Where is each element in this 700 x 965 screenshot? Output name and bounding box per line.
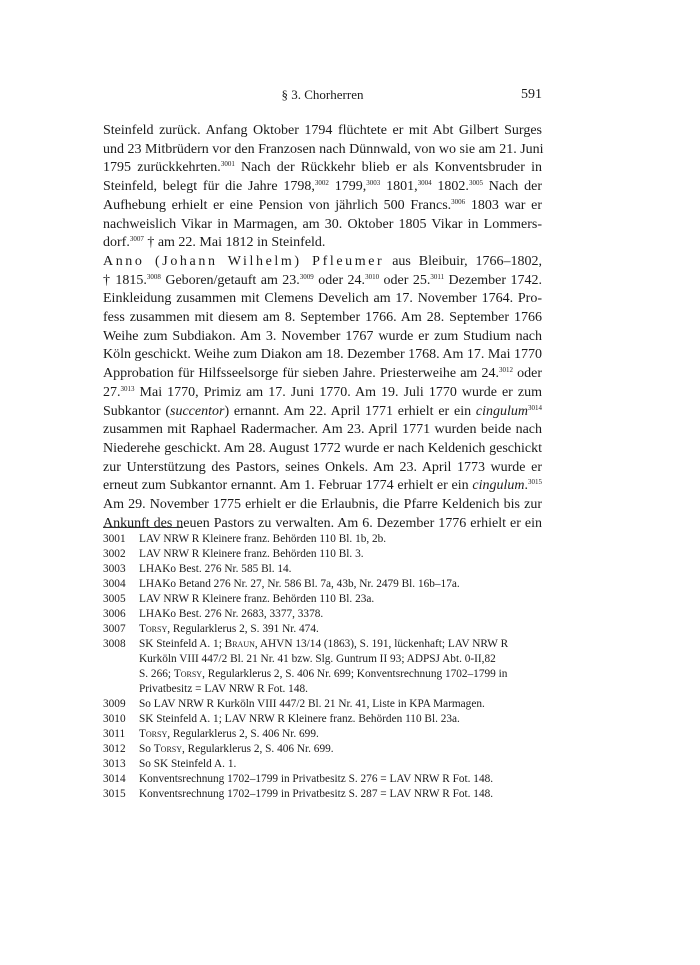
footnote-text: So Torsy, Regularklerus 2, S. 406 Nr. 699. <box>139 743 334 755</box>
footnote <box>103 757 542 772</box>
footnote-ref: 3013 <box>120 384 135 393</box>
footnote-ref: 3002 <box>314 179 329 188</box>
author-name: Torsy <box>153 743 183 755</box>
author-name: Torsy <box>173 668 203 680</box>
text-line: Köln geschickt. Weihe zum Diakon am 18. Dezember 1768. Am 17. Mai 1770 <box>103 347 542 363</box>
footnote <box>103 637 542 697</box>
footnote-text: LAV NRW R Kleinere franz. Behörden 110 Bl. 3. <box>139 548 364 560</box>
footnote-ref: 3014 <box>528 403 542 412</box>
text-line: Aufhebung erhielt er eine Pension von jährlich 500 Francs.$^{3006}$ 1803 war er <box>103 197 543 213</box>
text-line: Steinfeld, belegt für die Jahre 1798,$^{3002}$ 1799,$^{3003}$ 1801,$^{3004}$ 1802.$^{3005}$ Nach der <box>103 179 543 195</box>
text-line: zur Unterstützung des Pastors, seines Onkels. Am 23. April 1773 wurde er <box>103 459 542 475</box>
footnote <box>103 547 542 562</box>
text-line: fess zusammen mit diesem am 8. September 1766. Am 28. September 1766 <box>103 310 542 326</box>
author-name: Torsy <box>139 623 168 635</box>
footnote-ref: 3010 <box>365 272 380 281</box>
footnote <box>103 592 542 607</box>
text-line: 1795 zurückkehrten.$^{3001}$ Nach der Rückkehr blieb er als Konventsbruder in <box>103 160 542 176</box>
footnote-text: Konventsrechnung 1702–1799 in Privatbesitz S. 287 = LAV NRW R Fot. 148. <box>139 788 494 800</box>
footnote <box>103 697 542 712</box>
footnote-ref: 3015 <box>528 478 542 487</box>
footnote-number: 3015 <box>103 788 126 800</box>
footnote-text: Torsy, Regularklerus 2, S. 391 Nr. 474. <box>139 623 319 635</box>
footnote-number: 3004 <box>103 578 126 590</box>
footnote-ref: 3008 <box>146 272 161 281</box>
footnote-ref: 3012 <box>498 366 513 375</box>
footnote-number: 3002 <box>103 548 126 560</box>
footnote <box>103 712 542 727</box>
footnote <box>103 772 542 787</box>
footnote-number: 3014 <box>103 773 126 785</box>
section-title: § 3. Chorherren <box>281 87 364 102</box>
footnote <box>103 532 542 547</box>
text-line: dorf.$^{3007}$ † am 22. Mai 1812 in Steinfeld. <box>103 235 326 251</box>
footnote <box>103 787 542 802</box>
text-line: Approbation für Hilfsseelsorge für sieben Jahre. Priesterweihe am 24.$^{3012}$ oder <box>103 366 542 382</box>
footnote-text: Konventsrechnung 1702–1799 in Privatbesitz S. 276 = LAV NRW R Fot. 148. <box>139 773 494 785</box>
text-line: zusammen mit Raphael Radermacher. Am 23. April 1771 wurden beide nach <box>103 422 542 438</box>
text-line: Subkantor (succentor) ernannt. Am 22. April 1771 erhielt er ein cingulum$^{3014}$ <box>103 403 542 419</box>
footnote-number: 3006 <box>103 608 126 620</box>
text-line: Weihe zum Subdiakon. Am 3. November 1767 wurde er zum Studium nach <box>103 328 542 344</box>
footnote-ref: 3006 <box>451 197 466 206</box>
footnote <box>103 622 542 637</box>
footnote-text: So LAV NRW R Kurköln VIII 447/2 Bl. 21 Nr. 41, Liste in KPA Marmagen. <box>139 698 485 710</box>
footnote-ref: 3003 <box>366 179 381 188</box>
author-name: Braun <box>224 638 255 650</box>
footnote <box>103 562 542 577</box>
text-line: Am 29. November 1775 erhielt er die Erlaubnis, die Pfarre Keldenich bis zur <box>103 497 542 513</box>
text-line: erneut zum Subkantor ernannt. Am 1. Februar 1774 erhielt er ein cingulum.$^{3015}$ <box>103 478 542 494</box>
text-line: Niederehe geschickt. Am 28. August 1772 wurde er nach Keldenich geschickt <box>103 440 542 456</box>
text-line: Ankunft des neuen Pastors zu verwalten. Am 6. Dezember 1776 erhielt er ein <box>103 515 542 531</box>
footnote-text: LHAKo Best. 276 Nr. 585 Bl. 14. <box>139 563 292 575</box>
text-line: nachweislich Vikar in Marmagen, am 30. Oktober 1805 Vikar in Lommers- <box>103 216 542 232</box>
running-head <box>103 87 542 105</box>
footnote-number: 3011 <box>103 728 126 740</box>
text-line: † 1815.$^{3008}$ Geboren/getauft am 23.$^{3009}$ oder 24.$^{3010}$ oder 25.$^{3011}$ Dezember 1742. <box>103 272 542 288</box>
footnote <box>103 742 542 757</box>
footnote-text: LAV NRW R Kleinere franz. Behörden 110 Bl. 1b, 2b. <box>139 533 387 545</box>
footnote-ref: 3009 <box>299 272 314 281</box>
footnote-text: Torsy, Regularklerus 2, S. 406 Nr. 699. <box>139 728 319 740</box>
footnotes <box>103 532 542 802</box>
page-number: 591 <box>521 87 542 102</box>
footnote-number: 3003 <box>103 563 126 575</box>
footnote-ref: 3005 <box>468 179 483 188</box>
footnote-ref: 3001 <box>220 160 235 169</box>
footnote-text: LAV NRW R Kleinere franz. Behörden 110 Bl. 23a. <box>139 593 375 605</box>
footnote-text: SK Steinfeld A. 1; Braun, AHVN 13/14 (1863), S. 191, lückenhaft; LAV NRW R Kurköln VIII 447/2 Bl. 21 Nr. 41 bzw. Slg. Guntrum II 93; ADPSJ Abt. 0-II,82 S. 266; Torsy, Regularklerus 2, S. 406 Nr. 699; Konventsrechnung 1702–1799 in Privatbesitz = LAV NRW R Fot. 148. <box>139 638 509 695</box>
text-line: Anno (Johann Wilhelm) Pfleumer aus Bleibuir, 1766–1802, <box>103 253 543 269</box>
footnote <box>103 577 542 592</box>
author-name: Torsy <box>139 728 168 740</box>
footnote-number: 3010 <box>103 713 126 725</box>
person-name: Anno (Johann Wilhelm) Pfleumer <box>103 253 385 269</box>
footnote-text: SK Steinfeld A. 1; LAV NRW R Kleinere franz. Behörden 110 Bl. 23a. <box>139 713 460 725</box>
footnote-separator <box>103 527 183 528</box>
body-text <box>103 122 542 533</box>
text-line: Einkleidung zusammen mit Clemens Develich am 17. November 1764. Pro- <box>103 291 542 307</box>
footnote-text: LHAKo Betand 276 Nr. 27, Nr. 586 Bl. 7a, 43b, Nr. 2479 Bl. 16b–17a. <box>139 578 460 590</box>
text-line: und 23 Mitbrüdern vor den Franzosen nach Dünnwald, von wo sie am 21. Juni <box>103 141 544 157</box>
footnote-number: 3013 <box>103 758 126 770</box>
text-line: Steinfeld zurück. Anfang Oktober 1794 flüchtete er mit Abt Gilbert Surges <box>103 123 542 138</box>
footnote-text: LHAKo Best. 276 Nr. 2683, 3377, 3378. <box>139 608 324 620</box>
footnote-number: 3012 <box>103 743 126 755</box>
footnote-number: 3007 <box>103 623 126 635</box>
footnote-number: 3001 <box>103 533 126 545</box>
footnote-ref: 3011 <box>430 272 445 281</box>
footnote <box>103 727 542 742</box>
footnote-number: 3005 <box>103 593 126 605</box>
footnote-number: 3009 <box>103 698 126 710</box>
footnote <box>103 607 542 622</box>
footnote-text: So SK Steinfeld A. 1. <box>139 758 237 770</box>
footnote-number: 3008 <box>103 638 126 650</box>
footnote-ref: 3004 <box>417 179 432 188</box>
text-line: 27.$^{3013}$ Mai 1770, Primiz am 17. Juni 1770. Am 19. Juli 1770 wurde er zum <box>103 384 542 400</box>
footnote-ref: 3007 <box>129 235 144 244</box>
